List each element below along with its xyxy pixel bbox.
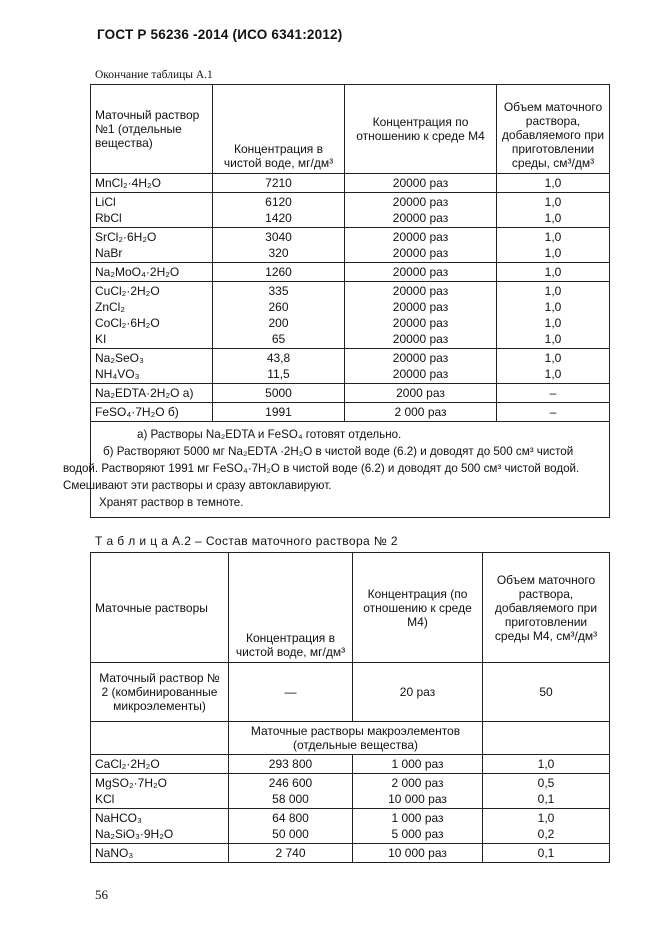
table1-row-group: [91, 263, 610, 282]
table2-row-cell-line: Na₂SiO₃·9H₂O: [95, 827, 174, 841]
table1-row-cell: [497, 174, 610, 193]
table1-row-cell-line: Na₂EDTA·2H₂O а): [95, 386, 194, 400]
table2-header-conc-water: Концентрация в чистой воде, мг/дм³: [229, 553, 353, 663]
table1-row-group: [91, 349, 610, 384]
table2-row-cell: [229, 755, 353, 774]
table2-row-cell: [91, 774, 229, 809]
table2-header-solution: Маточные растворы: [91, 553, 229, 663]
table1-row-cell-line: 1420: [265, 211, 292, 225]
table2-row-cell-line: 2 740: [275, 846, 306, 860]
table2-row-group: [91, 844, 610, 863]
table1-row-cell: [345, 403, 497, 422]
table1-row-cell-line: 20000 раз: [392, 265, 449, 279]
table1-row-cell: [345, 193, 497, 228]
table1-row-cell-line: 1,0: [544, 230, 562, 244]
table2-row-cell-line: 10 000 раз: [388, 792, 447, 806]
table2-combined-row: [91, 663, 610, 722]
table1-row-cell-line: 43,8: [266, 351, 291, 365]
table1-row-cell-line: 1,0: [544, 316, 562, 330]
table2-row-cell-line: 10 000 раз: [388, 846, 447, 860]
table1-row-cell: [345, 349, 497, 384]
table1-row-cell-line: 320: [268, 246, 289, 260]
table1-row-cell-line: 20000 раз: [392, 367, 449, 381]
table1-row-cell-line: 1,0: [544, 332, 562, 346]
table1-row-cell: [213, 174, 345, 193]
table2-row-cell: [353, 809, 483, 844]
table1-row-cell-line: 1,0: [544, 300, 562, 314]
table2-row-cell-line: 50 000: [272, 827, 309, 841]
table1-row-cell-line: 1,0: [544, 211, 562, 225]
table1-row-cell: [497, 282, 610, 349]
table1-row-cell-line: 200: [268, 316, 289, 330]
table2-row-cell: [483, 844, 610, 863]
table2-row-group: [91, 755, 610, 774]
table2-row-cell-line: 1 000 раз: [391, 757, 444, 771]
table1-row-cell-line: Na₂SeO₃: [95, 351, 144, 365]
table1-note: Хранят раствор в темноте.: [99, 496, 244, 509]
table1-notes-row: [91, 422, 610, 518]
table2-row-cell: [483, 774, 610, 809]
table1-header-solution: Маточный раствор №1 (отдельные вещества): [91, 85, 213, 174]
table2-row-cell-line: 293 800: [268, 757, 313, 771]
table1-header-row: [91, 85, 610, 174]
table1-row-cell: [213, 403, 345, 422]
table2-row-cell-line: 1 000 раз: [391, 811, 444, 825]
table1-row-cell: [213, 282, 345, 349]
table1-row-cell-line: 1,0: [544, 367, 562, 381]
document-header: ГОСТ Р 56236 -2014 (ИСО 6341:2012): [97, 27, 343, 42]
table1-row-cell-line: 260: [268, 300, 289, 314]
table2-row-cell-line: 0,1: [537, 846, 555, 860]
table1-row-cell-line: SrCl₂·6H₂O: [95, 230, 157, 244]
table1-row-cell: [213, 263, 345, 282]
table1-row-cell-line: 20000 раз: [392, 284, 449, 298]
table2-section-empty: [91, 722, 229, 755]
table1-row-cell: [91, 282, 213, 349]
table1-row-cell-line: –: [549, 386, 557, 400]
table2-row-cell-line: 246 600: [268, 776, 313, 790]
table1-row-cell-line: 20000 раз: [392, 230, 449, 244]
table1-row-cell: [497, 228, 610, 263]
table1-row-cell-line: 2000 раз: [396, 386, 445, 400]
table1-row-cell-line: 1,0: [544, 195, 562, 209]
table1-row-cell: [91, 384, 213, 403]
table2-row-cell: [91, 844, 229, 863]
table1-row-cell-line: 1260: [265, 265, 292, 279]
table1-row-cell-line: –: [549, 405, 557, 419]
table-a1-end: [63, 84, 610, 518]
table1-notes: [63, 422, 610, 518]
table1-row-cell-line: 20000 раз: [392, 211, 449, 225]
table2-row-cell-line: 1,0: [537, 811, 555, 825]
table2-row-cell-line: 64 800: [272, 811, 309, 825]
table2-row-cell-line: 58 000: [272, 792, 309, 806]
table2-combined-conc: —: [229, 663, 353, 722]
table2-row-cell-line: 0,2: [537, 827, 555, 841]
table2-row-cell: [91, 809, 229, 844]
table1-row-cell-line: Na₂MoO₄·2H₂O: [95, 265, 180, 279]
table1-header-conc-m4: Концентрация по отношению к среде М4: [345, 85, 497, 174]
table2-row-cell: [353, 774, 483, 809]
table1-row-cell: [497, 193, 610, 228]
table1-row-cell-line: MnCl₂·4H₂O: [95, 176, 161, 190]
table1-row-group: [91, 228, 610, 263]
table1-header-volume: Объем маточного раствора, добавляемого при приготовлении среды, см³/дм³: [497, 85, 610, 174]
table1-row-cell-line: 20000 раз: [392, 246, 449, 260]
table1-row-cell-line: 20000 раз: [392, 195, 449, 209]
table2-row-cell: [229, 844, 353, 863]
table1-row-group: [91, 174, 610, 193]
table2-row-cell-line: MgSO₂·7H₂O: [95, 776, 167, 790]
table1-row-cell-line: NH₄VO₃: [95, 367, 140, 381]
table2-row-cell-line: 2 000 раз: [391, 776, 444, 790]
table1-row-cell-line: 1,0: [544, 246, 562, 260]
table1-row-cell: [91, 263, 213, 282]
table2-combined-ratio: 20 раз: [353, 663, 483, 722]
table1-row-cell: [91, 174, 213, 193]
table2-row-cell-line: NaHCO₃: [95, 811, 142, 825]
table2-row-cell-line: NaNO₃: [95, 846, 134, 860]
table1-row-cell: [91, 193, 213, 228]
table1-note: а) Растворы Na₂EDTA и FeSO₄ готовят отдельно.: [137, 428, 402, 441]
table1-row-cell-line: LiCl: [95, 195, 116, 209]
table2-row-cell: [353, 844, 483, 863]
table2-row-cell-line: KCl: [95, 792, 115, 806]
table1-row-cell-line: NaBr: [95, 246, 123, 260]
table2-combined-name: Маточный раствор № 2 (комбинированные микроэлементы): [91, 663, 229, 722]
table1-row-cell: [345, 228, 497, 263]
table1-row-cell: [345, 384, 497, 403]
table1-row-cell-line: 1,0: [544, 176, 562, 190]
table1-row-cell: [213, 384, 345, 403]
page-number: 56: [95, 887, 108, 902]
table1-row-cell: [213, 193, 345, 228]
table1-row-group: [91, 193, 610, 228]
table1-row-cell-line: 2 000 раз: [394, 405, 447, 419]
table2-section-label: Маточные растворы макроэлементов (отдельные вещества): [229, 722, 483, 755]
table2-row-cell: [91, 755, 229, 774]
table1-row-cell-line: 1,0: [544, 265, 562, 279]
table1-row-cell-line: 20000 раз: [392, 351, 449, 365]
table1-row-cell: [345, 282, 497, 349]
table1-row-cell: [497, 403, 610, 422]
table2-row-group: [91, 809, 610, 844]
table1-row-cell-line: 20000 раз: [392, 332, 449, 346]
table1-row-cell-line: 11,5: [267, 367, 290, 381]
table1-row-cell-line: 1991: [265, 405, 292, 419]
table1-row-cell-line: 6120: [265, 195, 292, 209]
table2-combined-volume: 50: [483, 663, 610, 722]
table2-row-cell-line: 1,0: [537, 757, 555, 771]
table2-row-cell-line: 0,5: [537, 776, 555, 790]
table1-row-cell: [213, 228, 345, 263]
table2-row-cell-line: 5 000 раз: [391, 827, 444, 841]
table2-row-cell-line: CaCl₂·2H₂O: [95, 757, 160, 771]
table2-row-cell: [353, 755, 483, 774]
table1-row-cell-line: CoCl₂·6H₂O: [95, 316, 160, 330]
table1-row-cell-line: FeSO₄·7H₂O б): [95, 405, 179, 419]
table2-row-cell-line: 0,1: [537, 792, 555, 806]
table1-row-cell: [345, 263, 497, 282]
table1-row-cell-line: KI: [95, 332, 107, 346]
table1-row-cell: [345, 174, 497, 193]
table1-row-cell: [213, 349, 345, 384]
table2-header-row: [91, 553, 610, 663]
table2-header-conc-m4: Концентрация (по отношению к среде М4): [353, 553, 483, 663]
table2-section-empty-right: [483, 722, 610, 755]
table1-row-group: [91, 403, 610, 422]
table1-row-cell-line: 65: [271, 332, 286, 346]
table1-row-cell-line: 20000 раз: [392, 176, 449, 190]
table2-row-cell: [229, 809, 353, 844]
table1-row-cell-line: CuCl₂·2H₂O: [95, 284, 160, 298]
table2-row-cell: [483, 755, 610, 774]
table1-row-cell-line: RbCl: [95, 211, 122, 225]
table1-row-cell-line: 20000 раз: [392, 300, 449, 314]
table1-row-cell: [497, 263, 610, 282]
table1-row-cell-line: 1,0: [544, 351, 562, 365]
table1-row-cell-line: 335: [268, 284, 289, 298]
table1-row-cell: [497, 349, 610, 384]
table1-row-cell-line: 3040: [265, 230, 292, 244]
table1-row-cell: [91, 349, 213, 384]
table-a2: [90, 552, 610, 863]
table1-row-group: [91, 384, 610, 403]
table2-section-row: [91, 722, 610, 755]
table1-row-cell-line: 1,0: [544, 284, 562, 298]
table1-row-cell-line: ZnCl₂: [95, 300, 125, 314]
table1-row-cell: [497, 384, 610, 403]
table2-row-group: [91, 774, 610, 809]
table1-note: б) Растворяют 5000 мг Na₂EDTA ·2H₂O в чистой воде (6.2) и доводят до 500 см³ чистой водой. Растворяют 1991 мг FeSO₄·7H₂O в чистой воде (6.2) и доводят до 500 см³ чистой водой. Смешивают эти растворы и сразу автоклавируют.: [63, 445, 580, 492]
table2-row-cell: [229, 774, 353, 809]
table1-row-cell-line: 20000 раз: [392, 316, 449, 330]
table1-row-cell-line: 5000: [265, 386, 292, 400]
table2-row-cell: [483, 809, 610, 844]
table2-caption: Т а б л и ц а А.2 – Состав маточного раствора № 2: [95, 534, 398, 548]
table1-row-cell: [91, 403, 213, 422]
table1-row-cell-line: 7210: [265, 176, 292, 190]
table1-row-group: [91, 282, 610, 349]
table1-header-conc-water: Концентрация в чистой воде, мг/дм³: [213, 85, 345, 174]
table1-row-cell: [91, 228, 213, 263]
table2-header-volume: Объем маточного раствора, добавляемого при приготовлении среды М4, см³/дм³: [483, 553, 610, 663]
table1-caption: Окончание таблицы А.1: [95, 69, 213, 81]
